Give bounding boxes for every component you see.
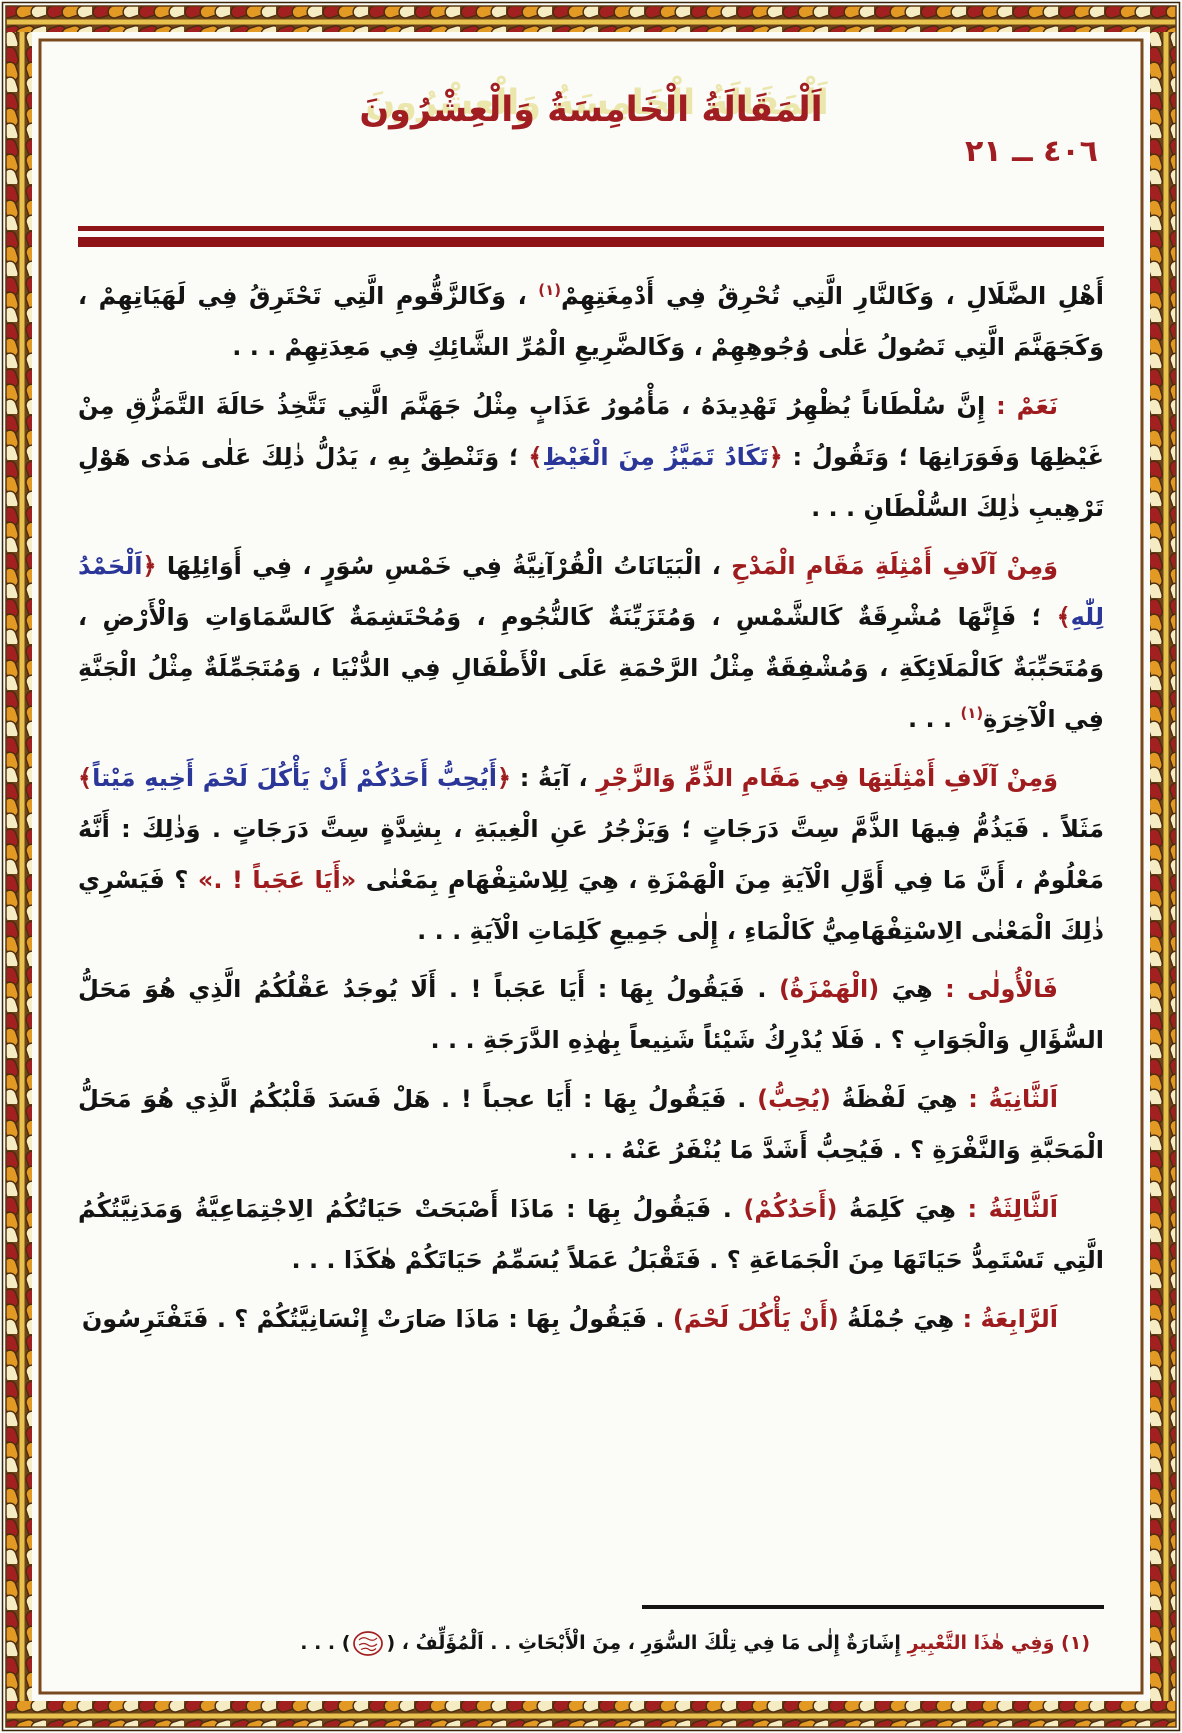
- text-segment: هِيَ جُمْلَةُ: [838, 1304, 955, 1333]
- paragraph: [78, 964, 1104, 1066]
- text-segment: . فَيَقُولُ بِهَا : مَاذَا صَارَتْ إِنْسَانِيَّتُكُمْ ؟ . فَتَفْتَرِسُونَ: [81, 1304, 673, 1333]
- text-segment: مَثَلاً . فَيَذُمُّ فِيهَا الذَّمَّ سِتَّ دَرَجَاتٍ ؛ وَيَزْجُرُ عَنِ الْغِيبَةِ ، بِشِدَّةٍ سِتَّ دَرَجَاتٍ . وَذٰلِكَ : أَنَّهُ مَعْلُومٌ ، أَنَّ مَا فِي أَوَّلِ الْآيَةِ مِنَ الْهَمْزَةِ ، هِيَ لِلِاسْتِفْهَامِ بِمَعْنٰى: [78, 814, 1104, 894]
- paragraph: [78, 1074, 1104, 1176]
- text-segment: ﴾: [78, 763, 93, 792]
- text-segment: أَهْلِ الضَّلَالِ ، وَكَالنَّارِ الَّتِي تُحْرِقُ فِي أَدْمِغَتِهِمْ: [561, 282, 1104, 310]
- text-segment: إِشَارَةٌ إِلٰى مَا فِي تِلْكَ السُّوَرِ ، مِنَ الْأَبْحَاثِ . . اَلْمُؤَلِّفُ ، (: [386, 1631, 908, 1654]
- text-segment: «أَيَا عَجَباً ! .»: [197, 865, 357, 894]
- text-segment: اَلثَّانِيَةُ :: [957, 1085, 1058, 1114]
- page-title: اَلْمَقَالَةُ الْخَامِسَةُ وَالْعِشْرُونَ: [359, 90, 823, 130]
- title-divider: [78, 226, 1104, 247]
- text-segment: . . .: [908, 705, 961, 733]
- text-segment: (يُحِبُّ): [757, 1085, 831, 1114]
- text-segment: ؛ فَإِنَّهَا مُشْرِقَةٌ كَالشَّمْسِ ، وَمُتَزَيِّنَةٌ كَالنُّجُومِ ، وَمُحْتَشِمَةٌ كَالسَّمَاوَاتِ وَالْأَرْضِ ، وَمُتَحَبِّبَةٌ كَالْمَلَائِكَةِ ، وَمُشْفِقَةٌ مِثْلُ الرَّحْمَةِ عَلَى الْأَطْفَالِ فِي الدُّنْيَا ، وَمُتَجَمِّلَةٌ مِثْلُ الْجَنَّةِ فِي الْآخِرَةِ: [78, 603, 1104, 733]
- text-segment: اَلثَّالِثَةُ :: [955, 1194, 1059, 1223]
- text-segment: ﴾: [528, 442, 543, 471]
- text-segment: نَعَمْ :: [985, 391, 1058, 420]
- footnote: [78, 1625, 1104, 1661]
- text-segment: تَكَادُ تَمَيَّزُ مِنَ الْغَيْظِ: [542, 442, 769, 471]
- text-segment: ﴿: [496, 763, 512, 792]
- text-segment: أَيُحِبُّ أَحَدُكُمْ أَنْ يَأْكُلَ لَحْمَ أَخِيهِ مَيْتاً: [92, 763, 497, 792]
- text-segment: وَمِنْ آلَافِ أَمْثِلَةِ مَقَامِ الْمَدْحِ: [731, 552, 1059, 581]
- footnote-marker: (١): [538, 281, 561, 299]
- paragraph: [78, 541, 1104, 745]
- text-segment: اَلْحَمْدُ لِلّٰهِ: [78, 552, 1104, 632]
- text-segment: (أَنْ يَأْكُلَ لَحْمَ): [672, 1304, 839, 1333]
- text-segment: . فَيَقُولُ بِهَا : أَيَا عَجَباً ! . أَلَا يُوجَدُ عَقْلُكُمُ الَّذِي هُوَ مَحَلُّ السُّؤَالِ وَالْجَوَابِ ؟ . فَلَا يُدْرِكُ شَيْئاً شَنِيعاً بِهٰذِهِ الدَّرَجَةِ . . .: [78, 975, 1104, 1055]
- text-segment: ﴿: [768, 442, 783, 471]
- paragraph: [78, 1184, 1104, 1286]
- text-segment: ، وَكَالزَّقُّومِ الَّتِي تَحْتَرِقُ فِي لَهَيَاتِهِمْ ، وَكَجَهَنَّمَ الَّتِي تَصُولُ عَلٰى وُجُوهِهِمْ ، وَكَالضَّرِيعِ الْمُرِّ الشَّائِكِ فِي مَعِدَتِهِمْ . . .: [78, 282, 1104, 361]
- page-number: ٤٠٦ ــ ٢١: [965, 134, 1098, 169]
- text-segment: ؟ فَيَسْرِي ذٰلِكَ الْمَعْنٰى الِاسْتِفْهَامِيُّ كَالْمَاءِ ، إِلٰى جَمِيعِ كَلِمَاتِ الْآيَةِ . . .: [78, 865, 1104, 945]
- text-segment: إِنَّ سُلْطَاناً يُظْهِرُ تَهْدِيدَهُ ، مَأْمُورُ عَذَابٍ مِثْلُ جَهَنَّمَ الَّتِي تَتَّخِذُ حَالَةَ التَّمَزُّقِ مِنْ غَيْظِهَا وَفَوَرَانِهَا ؛ وَتَقُولُ :: [78, 391, 1105, 471]
- divider-thick-line: [78, 237, 1104, 247]
- text-segment: هِيَ: [879, 975, 933, 1004]
- text-segment: ) . . .: [300, 1631, 351, 1654]
- paragraph: [78, 271, 1104, 373]
- footer: [78, 1605, 1104, 1661]
- paragraph: [78, 381, 1104, 534]
- text-segment: ، آيَةُ :: [511, 763, 597, 792]
- text-segment: هِيَ كَلِمَةُ: [837, 1194, 956, 1223]
- text-segment: فَالْأُولٰى :: [932, 975, 1058, 1004]
- paragraph: [78, 1294, 1104, 1345]
- content-area: [50, 46, 1132, 1687]
- text-segment: ﴾: [1056, 603, 1071, 632]
- text-segment: وَمِنْ آلَافِ أَمْثِلَتِهَا فِي مَقَامِ الذَّمِّ وَالزَّجْرِ: [596, 763, 1058, 792]
- text-segment: (١) وَفِي هٰذَا التَّعْبِيرِ: [907, 1631, 1090, 1654]
- text-segment: . فَيَقُولُ بِهَا : أَيَا عجباً ! . هَلْ فَسَدَ قَلْبُكُمُ الَّذِي هُوَ مَحَلُّ الْمَحَبَّةِ وَالنَّفْرَةِ ؟ . فَيُحِبُّ أَشَدَّ مَا يُنْفَرُ عَنْهُ . . .: [78, 1085, 1104, 1164]
- text-segment: (الْهَمْزَةُ): [778, 975, 880, 1004]
- author-seal-icon: [352, 1630, 384, 1657]
- text-segment: . فَيَقُولُ بِهَا : مَاذَا أَصْبَحَتْ حَيَاتُكُمُ الِاجْتِمَاعِيَّةُ وَمَدَنِيَّتُكُمُ الَّتِي تَسْتَمِدُّ حَيَاتَهَا مِنَ الْجَمَاعَةِ ؟ . فَتَقْبَلُ عَمَلاً يُسَمِّمُ حَيَاتَكُمْ هٰكَذَا . . .: [78, 1194, 1104, 1274]
- text-segment: هِيَ لَفْظَةُ: [830, 1085, 958, 1114]
- footnote-separator: [642, 1605, 1104, 1609]
- paragraph: [78, 753, 1104, 957]
- divider-thin-line: [78, 226, 1104, 231]
- page-header: [78, 90, 1104, 206]
- text-segment: ، الْبَيَانَاتُ الْقُرْآنِيَّةُ فِي خَمْسِ سُوَرٍ ، فِي أَوَائِلِهَا: [156, 552, 732, 581]
- footnote-marker: (١): [960, 704, 984, 722]
- text-segment: اَلرَّابِعَةُ :: [954, 1304, 1058, 1333]
- text-segment: ؛ وَتَنْطِقُ بِهِ ، يَدُلُّ ذٰلِكَ عَلٰى مَدٰى هَوْلِ تَرْهِيبِ ذٰلِكَ السُّلْطَانِ . . .: [78, 442, 1104, 522]
- body-text: [78, 271, 1104, 1345]
- text-segment: ﴿: [142, 552, 157, 581]
- text-segment: (أَحَدُكُمْ): [743, 1194, 838, 1223]
